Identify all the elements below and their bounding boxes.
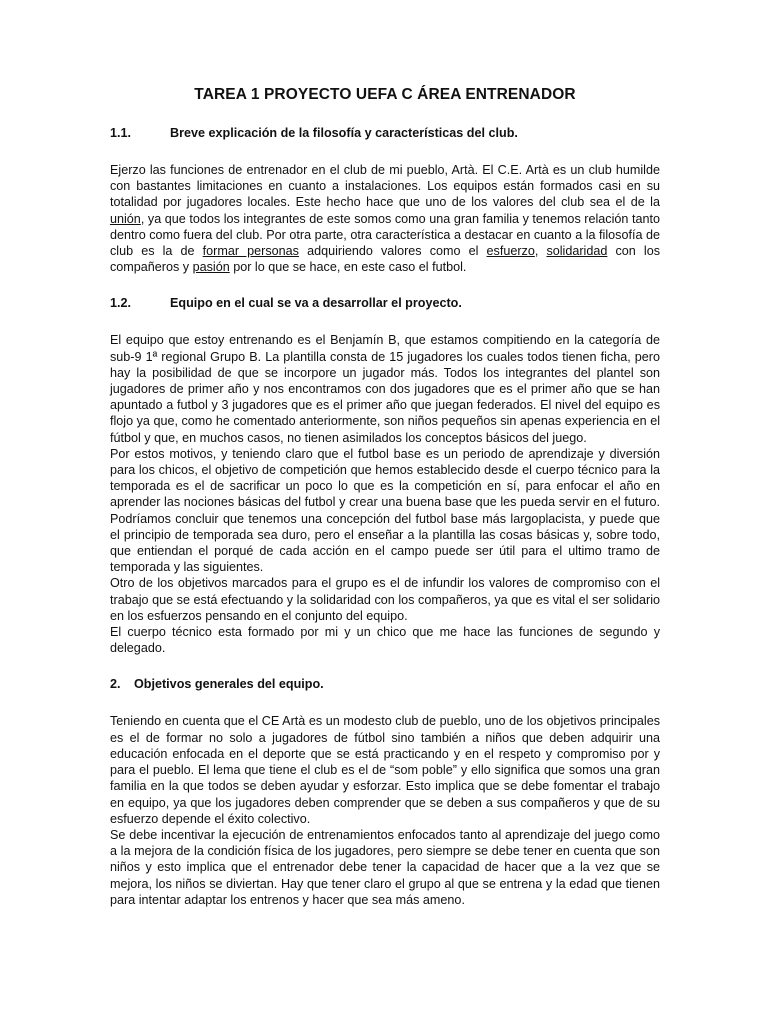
paragraph: Se debe incentivar la ejecución de entrenamientos enfocados tanto al aprendizaje del juego como a la mejora de la condición física de los jugadores, pero siempre se debe tener en cuenta que son niños y esto implica que el entrenador debe tener la capacidad de hacer que a la vez que se mejora, los niños se diviertan. Hay que tener claro el grupo al que se entrena y la edad que tienen para intentar adaptar los entrenos y hacer que sea más ameno.: [110, 827, 660, 907]
underlined-term: formar personas: [202, 244, 299, 259]
section-title: Objetivos generales del equipo.: [134, 677, 324, 692]
section-number: 1.1.: [110, 126, 132, 140]
document-title: TAREA 1 PROYECTO UEFA C ÁREA ENTRENADOR: [194, 86, 576, 103]
section-body-1-1: [110, 162, 660, 275]
paragraph: El equipo que estoy entrenando es el Benjamín B, que estamos compitiendo en la categoría de sub-9 1ª regional Grupo B. La plantilla consta de 15 jugadores los cuales todos tienen ficha, pero hay la posibilidad de que se incorpore un jugador más. Todos los integrantes del plantel son jugadores de primer año y nos encontramos con dos jugadores que es el primer año que se han apuntado a futbol y 3 jugadores que es el primer año que juegan federados. El nivel del equipo es flojo ya que, como he comentado anteriormente, son niños pequeños sin apenas experiencia en el fútbol y que, en muchos casos, no tienen asimilados los conceptos básicos del juego.: [110, 333, 660, 445]
section-title: Breve explicación de la filosofía y características del club.: [170, 126, 518, 140]
section-title: Equipo en el cual se va a desarrollar el proyecto.: [170, 296, 462, 311]
section-body-2: [110, 713, 660, 907]
section-number: 2.: [110, 677, 121, 692]
paragraph: Ejerzo las funciones de entrenador en el club de mi pueblo, Artà. El C.E. Artà es un club humilde con bastantes limitaciones en cuanto a instalaciones. Los equipos están formados casi en su totalidad por jugadores locales. Este hecho hace que uno de los valores del club sea el de la unión, ya que todos los integrantes de este somos como una gran familia y tenemos relación tanto dentro como fuera del club. Por otra parte, otra característica a destacar en cuanto a la filosofía de club es la de formar personas adquiriendo valores como el esfuerzo, solidaridad con los compañeros y pasión por lo que se hace, en este caso el futbol.: [110, 163, 660, 275]
underlined-term: solidaridad: [546, 244, 608, 259]
section-heading-1-1: [110, 126, 660, 140]
section-heading-2: [110, 677, 660, 691]
paragraph: Teniendo en cuenta que el CE Artà es un modesto club de pueblo, uno de los objetivos principales es el de formar no solo a jugadores de fútbol sino también a niños que deben adquirir una educación enfocada en el deporte que se está practicando y en el respeto y compromiso por y para el pueblo. El lema que tiene el club es el de “som poble” y ello significa que somos una gran familia en la que todos se deben ayudar y esforzar. Esto implica que se debe fomentar el trabajo en equipo, ya que los jugadores deben comprender que se deben a sus compañeros y que de su esfuerzo depende el éxito colectivo.: [110, 714, 660, 826]
section-body-1-2: [110, 332, 660, 656]
section-number: 1.2.: [110, 296, 132, 311]
paragraph: El cuerpo técnico esta formado por mi y un chico que me hace las funciones de segundo y delegado.: [110, 625, 660, 656]
section-heading-1-2: [110, 296, 660, 310]
paragraph: Por estos motivos, y teniendo claro que el futbol base es un periodo de aprendizaje y diversión para los chicos, el objetivo de competición que hemos establecido desde el cuerpo técnico para la temporada es el de sacrificar un poco lo que es la competición en sí, para enfocar el año en aprender las nociones básicas del futbol y crear una buena base que les pueda servir en el futuro. Podríamos concluir que tenemos una concepción del futbol base más largoplacista, y puede que el principio de temporada sea duro, pero el enseñar a la plantilla las cosas básicas y, sobre todo, que entiendan el porqué de cada acción en el campo puede ser útil para el ultimo tramo de temporada y las siguientes.: [110, 446, 660, 575]
underlined-term: esfuerzo: [486, 244, 535, 259]
underlined-term: unión: [110, 211, 141, 226]
underlined-term: pasión: [192, 260, 230, 275]
paragraph: Otro de los objetivos marcados para el grupo es el de infundir los valores de compromiso con el trabajo que se está efectuando y la solidaridad con los compañeros, ya que es vital el ser solidario en los esfuerzos pensando en el conjunto del equipo.: [110, 576, 660, 623]
